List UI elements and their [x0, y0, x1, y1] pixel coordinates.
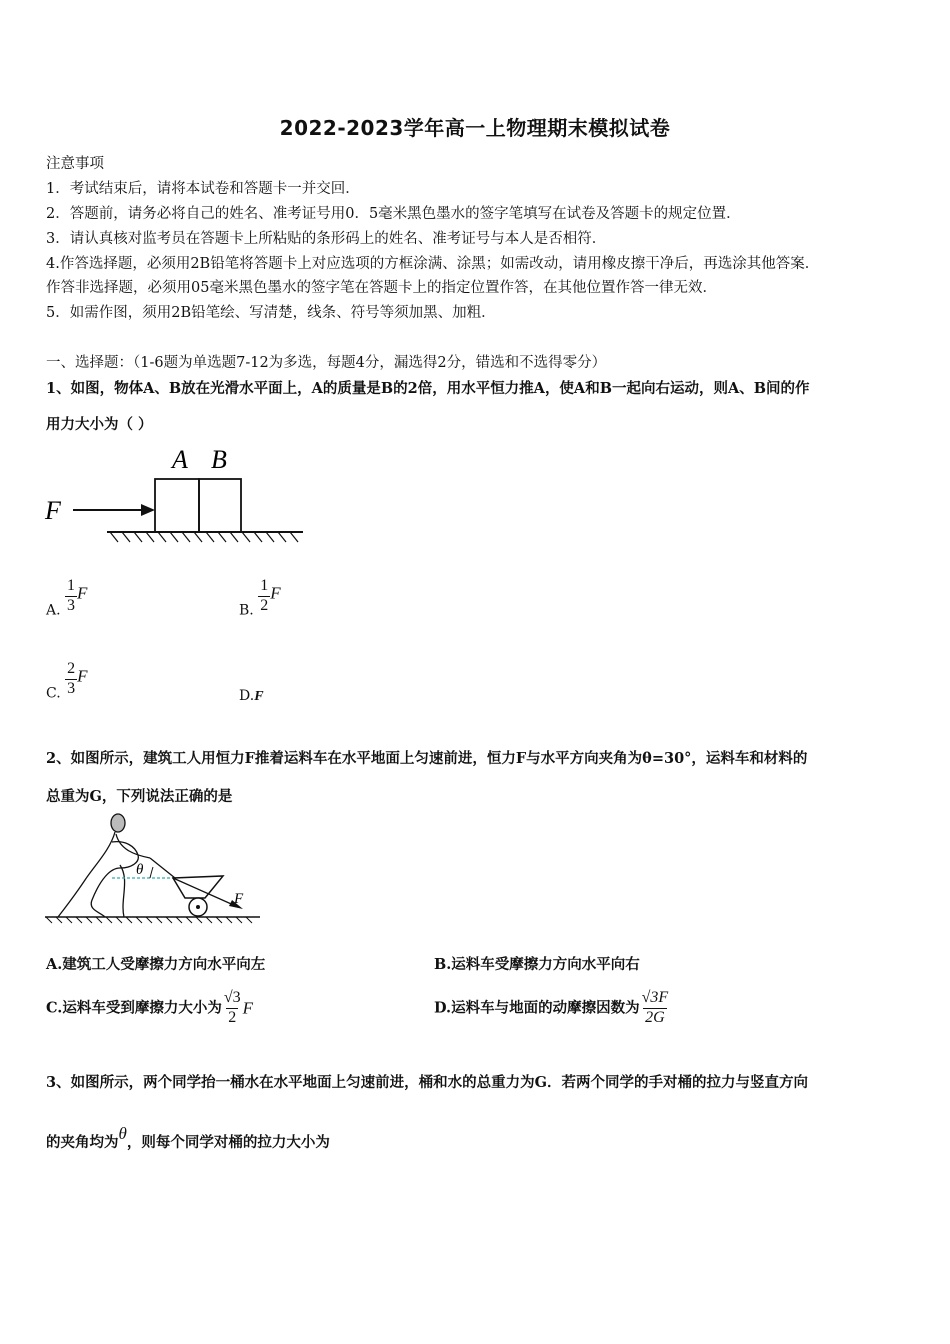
option-text: D.运料车与地面的动摩擦因数为: [434, 999, 640, 1017]
option-letter: B.: [239, 602, 254, 619]
fraction: [640, 990, 671, 1027]
fraction: [65, 661, 77, 698]
option-letter: A.: [46, 602, 61, 619]
numerator: 1: [67, 577, 76, 594]
section-heading: 一、选择题：（1-6题为单选题7-12为多选，每题4分，漏选得2分，错选和不选得零分）: [46, 355, 607, 371]
theta-symbol: θ: [118, 1124, 127, 1143]
variable: F: [254, 689, 264, 704]
arrow-icon: [141, 504, 155, 516]
fraction: [65, 578, 77, 615]
q2-stem: 2、如图所示，建筑工人用恒力F推着运料车在水平地面上匀速前进，恒力F与水平方向夹角为θ=30°，运料车和材料的: [46, 750, 808, 767]
denominator: 2: [228, 1008, 237, 1026]
denominator: 3: [67, 596, 76, 614]
label-theta: θ: [136, 862, 144, 878]
block-b: [199, 479, 241, 532]
variable: F: [77, 666, 88, 686]
label-f: F: [234, 891, 244, 907]
q1-option-c[interactable]: [46, 661, 88, 701]
q2-option-a[interactable]: A.建筑工人受摩擦力方向水平向左: [46, 956, 266, 973]
q1-figure: [40, 440, 310, 550]
notice-item: 1．考试结束后，请将本试卷和答题卡一并交回．: [46, 181, 360, 197]
q1-option-a[interactable]: [46, 578, 87, 618]
q3-text: 的夹角均为: [46, 1134, 119, 1151]
q1-option-b[interactable]: [239, 578, 281, 618]
q2-option-d[interactable]: [434, 990, 670, 1027]
numerator: √3: [223, 989, 241, 1006]
notice-item: 5．如需作图，须用2B铅笔绘、写清楚，线条、符号等须加黑、加粗．: [46, 305, 496, 321]
option-letter: C.: [46, 685, 61, 702]
option-letter: D.: [239, 688, 255, 704]
q1-stem-cont: 用力大小为（ ）: [46, 416, 153, 433]
label-b: B: [211, 445, 227, 474]
q3-stem: 3、如图所示，两个同学抬一桶水在水平地面上匀速前进，桶和水的总重力为G．若两个同学的手对桶的拉力与竖直方向: [46, 1074, 808, 1091]
worker-head: [111, 814, 125, 832]
variable: F: [270, 583, 281, 603]
page-title: 2022-2023学年高一上物理期末模拟试卷: [279, 116, 671, 140]
q3-stem-cont: [46, 1124, 330, 1152]
label-f: F: [45, 496, 61, 525]
option-text: C.运料车受到摩擦力大小为: [46, 999, 222, 1017]
ground-hatch: [110, 532, 298, 542]
cart-body: [173, 876, 223, 898]
numerator: 2: [67, 660, 76, 677]
notice-item: 2．答题前，请务必将自己的姓名、准考证号用0．5毫米黑色墨水的签字笔填写在试卷及答题卡的规定位置．: [46, 206, 741, 222]
notice-item: 4.作答选择题，必须用2B铅笔将答题卡上对应选项的方框涂满、涂黑；如需改动，请用橡皮擦干净后，再选涂其他答案．: [46, 256, 820, 272]
numerator: √3F: [641, 989, 669, 1006]
q2-option-c[interactable]: [46, 990, 253, 1027]
block-a: [155, 479, 199, 532]
denominator: 2: [260, 596, 269, 614]
ground-hatch: [46, 917, 252, 923]
label-a: A: [172, 445, 188, 474]
fraction: [258, 578, 270, 615]
denominator: 2G: [645, 1008, 665, 1026]
q2-stem-cont: 总重为G，下列说法正确的是: [46, 788, 233, 805]
notice-item: 作答非选择题，必须用05毫米黑色墨水的签字笔在答题卡上的指定位置作答，在其他位置作答一律无效．: [46, 280, 717, 296]
q1-option-d[interactable]: [239, 688, 264, 705]
q2-figure: [40, 810, 270, 928]
q3-text: ，则每个同学对桶的拉力大小为: [126, 1134, 330, 1151]
q2-option-b[interactable]: B.运料车受摩擦力方向水平向右: [434, 956, 640, 973]
denominator: 3: [67, 679, 76, 697]
variable: F: [77, 583, 88, 603]
notice-item: 3．请认真核对监考员在答题卡上所粘贴的条形码上的姓名、准考证号与本人是否相符．: [46, 231, 607, 247]
notice-heading: 注意事项: [46, 156, 104, 172]
fraction: [222, 990, 243, 1027]
numerator: 1: [260, 577, 269, 594]
q1-stem: 1、如图，物体A、B放在光滑水平面上，A的质量是B的2倍，用水平恒力推A，使A和B一起向右运动，则A、B间的作: [46, 380, 810, 397]
variable: F: [242, 998, 254, 1018]
